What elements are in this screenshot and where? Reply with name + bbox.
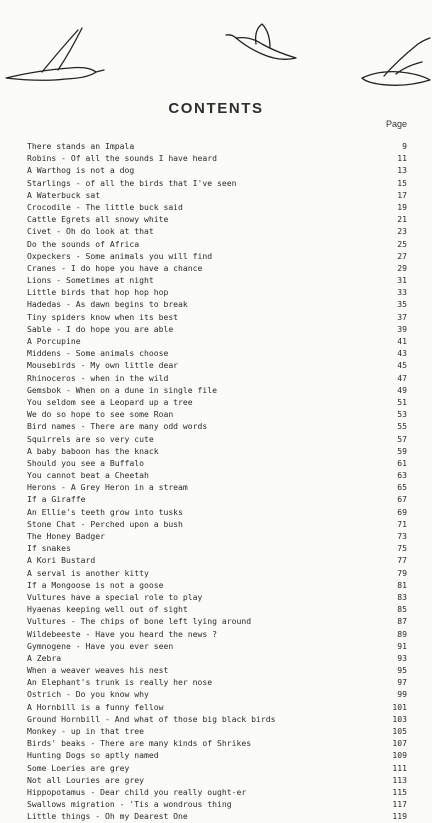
toc-entry-title: Vultures - The chips of bone left lying around <box>27 616 252 627</box>
toc-entry <box>27 762 407 774</box>
toc-entry-title: Swallows migration - 'Tis a wondrous thing <box>27 799 232 810</box>
toc-entry <box>27 286 407 298</box>
table-of-contents <box>27 140 407 823</box>
toc-entry-page: 101 <box>392 701 407 712</box>
toc-entry-page: 61 <box>397 457 407 468</box>
toc-entry <box>27 408 407 420</box>
toc-entry-title: A Zebra <box>27 652 62 663</box>
toc-entry <box>27 262 407 274</box>
toc-entry-title: If snakes <box>27 543 71 554</box>
toc-entry <box>27 396 407 408</box>
toc-entry <box>27 737 407 749</box>
toc-entry-title: A Kori Bustard <box>27 555 96 566</box>
toc-entry-title: Do the sounds of Africa <box>27 238 140 249</box>
toc-entry <box>27 554 407 566</box>
toc-entry-page: 71 <box>397 518 407 529</box>
middle-bird-sketch <box>226 24 296 59</box>
toc-entry-title: Birds' beaks - There are many kinds of Shrikes <box>27 738 252 749</box>
toc-entry-title: There stands an Impala <box>27 141 135 151</box>
toc-entry <box>27 676 407 688</box>
toc-entry-title: Tiny spiders know when its best <box>27 311 179 322</box>
toc-entry <box>27 481 407 493</box>
toc-entry-page: 105 <box>392 726 407 736</box>
toc-entry-page: 19 <box>397 201 407 212</box>
toc-entry-page: 91 <box>397 640 407 651</box>
toc-entry-page: 45 <box>397 360 407 371</box>
toc-entry-title: A Waterbuck sat <box>27 189 101 200</box>
toc-entry <box>27 615 407 627</box>
toc-entry-title: If a Giraffe <box>27 494 86 505</box>
toc-entry-page: 59 <box>397 445 407 456</box>
toc-entry-title: Civet - Oh do look at that <box>27 226 154 237</box>
toc-entry-title: Hadedas - As dawn begins to break <box>27 299 188 310</box>
toc-entry-title: You cannot beat a Cheetah <box>27 470 149 481</box>
toc-entry <box>27 640 407 652</box>
toc-entry-title: Lions - Sometimes at night <box>27 275 154 286</box>
toc-entry-title: Gymnogene - Have you ever seen <box>27 640 174 651</box>
toc-entry-page: 63 <box>397 470 407 481</box>
toc-entry <box>27 725 407 737</box>
toc-entry <box>27 786 407 798</box>
toc-entry-page: 65 <box>397 482 407 493</box>
toc-entry-title: A baby baboon has the knack <box>27 445 159 456</box>
toc-entry-page: 17 <box>397 189 407 200</box>
left-bird-sketch <box>6 28 104 80</box>
toc-entry <box>27 384 407 396</box>
toc-entry <box>27 469 407 481</box>
toc-entry-title: We do so hope to see some Roan <box>27 409 174 420</box>
toc-entry-title: Ostrich - Do you know why <box>27 689 149 700</box>
toc-entry <box>27 530 407 542</box>
toc-entry <box>27 152 407 164</box>
toc-entry <box>27 579 407 591</box>
toc-entry <box>27 457 407 469</box>
toc-entry-page: 13 <box>397 165 407 176</box>
toc-entry <box>27 749 407 761</box>
toc-entry-title: Cattle Egrets all snowy white <box>27 214 169 225</box>
toc-entry-title: Cranes - I do hope you have a chance <box>27 262 203 273</box>
toc-entry <box>27 359 407 371</box>
toc-entry-page: 113 <box>392 774 407 785</box>
toc-entry-page: 55 <box>397 421 407 432</box>
toc-entry <box>27 347 407 359</box>
toc-entry-page: 31 <box>397 275 407 286</box>
toc-entry-page: 41 <box>397 336 407 346</box>
toc-entry <box>27 493 407 505</box>
toc-entry <box>27 274 407 286</box>
toc-entry-page: 21 <box>397 214 407 225</box>
toc-entry-page: 47 <box>397 372 407 383</box>
toc-entry <box>27 323 407 335</box>
toc-entry <box>27 542 407 554</box>
toc-entry-title: Vultures have a special role to play <box>27 591 203 602</box>
toc-entry-page: 67 <box>397 494 407 505</box>
toc-entry-title: Squirrels are so very cute <box>27 433 154 444</box>
toc-entry-title: Should you see a Buffalo <box>27 457 144 468</box>
toc-entry-title: Robins - Of all the sounds I have heard <box>27 153 218 164</box>
contents-heading: CONTENTS <box>168 100 264 117</box>
flying-birds-drawing <box>0 0 432 105</box>
toc-entry <box>27 189 407 201</box>
toc-entry <box>27 603 407 615</box>
toc-entry-page: 119 <box>392 811 407 822</box>
toc-entry <box>27 225 407 237</box>
toc-entry-title: Hyaenas keeping well out of sight <box>27 604 188 615</box>
toc-entry <box>27 433 407 445</box>
toc-entry <box>27 201 407 213</box>
toc-entry-page: 27 <box>397 250 407 261</box>
toc-entry-title: Stone Chat - Perched upon a bush <box>27 518 183 529</box>
toc-entry-title: Little birds that hop hop hop <box>27 287 169 298</box>
toc-entry <box>27 701 407 713</box>
toc-entry-page: 115 <box>392 786 407 797</box>
toc-entry-title: Starlings - of all the birds that I've seen <box>27 177 237 188</box>
toc-entry-title: Ground Hornbill - And what of those big black birds <box>27 713 276 724</box>
toc-entry-page: 73 <box>397 531 407 541</box>
toc-entry-page: 11 <box>397 153 407 164</box>
toc-entry-page: 83 <box>397 591 407 602</box>
toc-entry-title: Middens - Some animals choose <box>27 348 169 359</box>
toc-entry-page: 99 <box>397 689 407 700</box>
toc-entry-title: Mousebirds - My own little dear <box>27 360 179 371</box>
toc-entry-title: Hunting Dogs so aptly named <box>27 750 159 761</box>
toc-entry-page: 37 <box>397 311 407 322</box>
toc-entry-page: 81 <box>397 579 407 590</box>
toc-entry <box>27 713 407 725</box>
toc-entry <box>27 688 407 700</box>
toc-entry-page: 89 <box>397 628 407 639</box>
toc-entry <box>27 810 407 822</box>
toc-entry-page: 9 <box>402 141 407 151</box>
toc-entry-page: 85 <box>397 604 407 615</box>
toc-entry-page: 69 <box>397 506 407 517</box>
toc-entry-title: If a Mongoose is not a goose <box>27 579 164 590</box>
toc-entry-title: Little things - Oh my Dearest One <box>27 811 188 822</box>
toc-entry-page: 117 <box>392 799 407 810</box>
toc-entry-page: 75 <box>397 543 407 554</box>
toc-entry <box>27 164 407 176</box>
toc-entry <box>27 518 407 530</box>
toc-entry-page: 103 <box>392 713 407 724</box>
toc-entry-title: Monkey - up in that tree <box>27 726 144 736</box>
toc-entry <box>27 445 407 457</box>
toc-entry-page: 95 <box>397 665 407 676</box>
toc-entry-title: Bird names - There are many odd words <box>27 421 208 432</box>
toc-entry <box>27 420 407 432</box>
right-bird-sketch <box>362 38 430 85</box>
toc-entry-title: A Warthog is not a dog <box>27 165 135 176</box>
toc-entry-title: A Porcupine <box>27 336 81 346</box>
toc-entry-page: 87 <box>397 616 407 627</box>
toc-entry <box>27 213 407 225</box>
toc-entry-title: Not all Louries are grey <box>27 774 144 785</box>
toc-entry-page: 23 <box>397 226 407 237</box>
toc-entry-page: 93 <box>397 652 407 663</box>
toc-entry <box>27 591 407 603</box>
toc-entry <box>27 335 407 347</box>
toc-entry-title: Wildebeeste - Have you heard the news ? <box>27 628 218 639</box>
toc-entry <box>27 177 407 189</box>
toc-entry-page: 15 <box>397 177 407 188</box>
toc-entry <box>27 628 407 640</box>
toc-entry <box>27 298 407 310</box>
toc-entry-title: The Honey Badger <box>27 531 105 541</box>
toc-entry-page: 77 <box>397 555 407 566</box>
toc-entry <box>27 140 407 152</box>
toc-entry <box>27 311 407 323</box>
toc-entry-page: 111 <box>392 762 407 773</box>
toc-entry-page: 57 <box>397 433 407 444</box>
toc-entry-title: Some Loeries are grey <box>27 762 130 773</box>
toc-entry-page: 29 <box>397 262 407 273</box>
toc-entry-page: 97 <box>397 677 407 688</box>
toc-entry-title: A serval is another kitty <box>27 567 149 578</box>
toc-entry-page: 43 <box>397 348 407 359</box>
toc-entry <box>27 250 407 262</box>
toc-entry <box>27 652 407 664</box>
toc-entry <box>27 238 407 250</box>
toc-entry-page: 39 <box>397 323 407 334</box>
toc-entry-title: Gemsbok - When on a dune in single file <box>27 384 218 395</box>
page-column-header: Page <box>386 119 408 129</box>
toc-entry-title: A Hornbill is a funny fellow <box>27 701 164 712</box>
toc-entry-title: Crocodile - The little buck said <box>27 201 183 212</box>
toc-entry-title: Sable - I do hope you are able <box>27 323 174 334</box>
toc-entry-page: 79 <box>397 567 407 578</box>
toc-entry-title: An Ellie's teeth grow into tusks <box>27 506 183 517</box>
toc-entry <box>27 372 407 384</box>
toc-entry-page: 35 <box>397 299 407 310</box>
toc-entry-title: Rhinoceros - when in the wild <box>27 372 169 383</box>
toc-entry <box>27 774 407 786</box>
toc-entry <box>27 664 407 676</box>
toc-entry <box>27 506 407 518</box>
toc-entry-title: Hippopotamus - Dear child you really ought-er <box>27 786 247 797</box>
toc-entry-page: 109 <box>392 750 407 761</box>
toc-entry-page: 51 <box>397 396 407 407</box>
toc-entry-title: When a weaver weaves his nest <box>27 665 169 676</box>
toc-entry-page: 107 <box>392 738 407 749</box>
toc-entry-title: Herons - A Grey Heron in a stream <box>27 482 188 493</box>
toc-entry-page: 33 <box>397 287 407 298</box>
toc-entry-title: An Elephant's trunk is really her nose <box>27 677 213 688</box>
toc-entry-title: You seldom see a Leopard up a tree <box>27 396 193 407</box>
toc-entry <box>27 567 407 579</box>
toc-entry-page: 53 <box>397 409 407 420</box>
toc-entry-title: Oxpeckers - Some animals you will find <box>27 250 213 261</box>
toc-entry-page: 49 <box>397 384 407 395</box>
toc-entry-page: 25 <box>397 238 407 249</box>
